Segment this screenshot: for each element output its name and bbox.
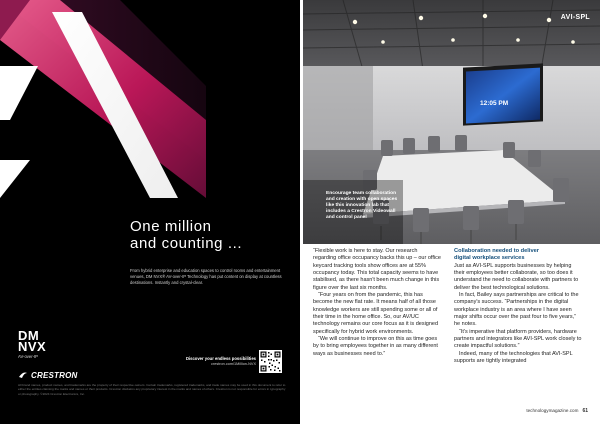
qr-code[interactable]: [259, 350, 282, 373]
crestron-swoosh-icon: [18, 370, 28, 380]
discover-url[interactable]: crestron.com/1Million-NVX: [211, 362, 256, 366]
section-subhead: [454, 248, 582, 263]
ad-body-copy: From hybrid enterprise and education spaces to control rooms and entertainment venues, DM NVX® AV-over-IP Technology has put content on display at countless destinations. Instantly and crystal-clear.: [130, 268, 282, 285]
article-column-2: [454, 248, 582, 366]
paragraph: In fact, Bailey says partnerships are critical to the company's success. “Partnerships in the digital workplace industry is an area where I have seen major shifts occur over the past four to five years,” he notes.: [454, 292, 579, 328]
crestron-logo: [18, 370, 78, 380]
paragraph: “It's imperative that platform providers, hardware partners and integrators like AVI-SPL work closely to create impactful solutions.”: [454, 328, 582, 350]
innovation-lab-photo: [303, 0, 600, 244]
nvx-logo-text: NVX: [18, 339, 47, 354]
subhead-line-2: digital workplace services: [454, 255, 525, 262]
paragraph: “We will continue to improve on this as time goes by to bring employees together in as many different ways as businesses need to.”: [313, 336, 438, 357]
dm-nvx-logo: [18, 330, 62, 359]
videowall-clock: 12:05 PM: [480, 100, 509, 107]
dm-logo-text: DM: [18, 328, 40, 343]
ad-legal-text: All brand names, product names, and trademarks are the property of their respective owners. Certain trademarks, registered trademarks, and trade names may be used in this document to refer to either the entities claiming the marks and names or their products. Crestron disclaims any proprietary interest in the marks and names of others. Crestron is not responsible for errors in typography or photography. ©2024 Crestron Electronics, Inc.: [18, 383, 286, 396]
paragraph: Indeed, many of the technologies that AVI-SPL supports are tightly integrated: [454, 350, 573, 365]
avi-spl-brand-tag: AVI-SPL: [560, 14, 590, 21]
ad-headline: [130, 218, 295, 252]
page-footer: [526, 408, 588, 414]
paragraph: “Flexible work is here to stay. Our research regarding office occupancy backs this up – our office keycard tracking tools show offices are at 55% occupancy today. This total capacity seems to have stabilised, as there hasn't been much change in this figure over the last six months.: [313, 248, 441, 291]
subhead-line-1: Collaboration needed to deliver: [454, 248, 540, 254]
article-column-1: [313, 248, 441, 358]
qr-code-graphic: [259, 350, 282, 373]
ad-headline-line-1: One million: [130, 218, 212, 235]
discover-text: Discover your endless possibilities: [185, 356, 256, 361]
paragraph: “Four years on from the pandemic, this has become the new flat rate. It means half of all those knowledge workers are still spending some or all of their time in the home office. So, our AV/UC technology remains our core focus as it is designed specifically for hybrid work environments.: [313, 292, 439, 335]
discover-cta: [164, 356, 256, 366]
photo-caption: Encourage team collaboration and creation with open spaces like this innovation lab that includes a Crestron Videowall and control panel: [326, 191, 398, 220]
crestron-wordmark: CRESTRON: [31, 370, 78, 380]
page-number: 61: [582, 408, 588, 414]
article-page: [300, 0, 600, 424]
paragraph: Just as AVI-SPL supports businesses by helping their employees better collaborate, so too does it understand the need to collaborate with partners to deliver the best technological solutions.: [454, 262, 579, 291]
av-over-ip-label: AV-over-IP: [18, 354, 38, 359]
footer-site[interactable]: technologymagazine.com: [526, 408, 579, 413]
crestron-x-graphic: [0, 0, 206, 198]
ad-headline-line-2: and counting ...: [130, 235, 243, 252]
